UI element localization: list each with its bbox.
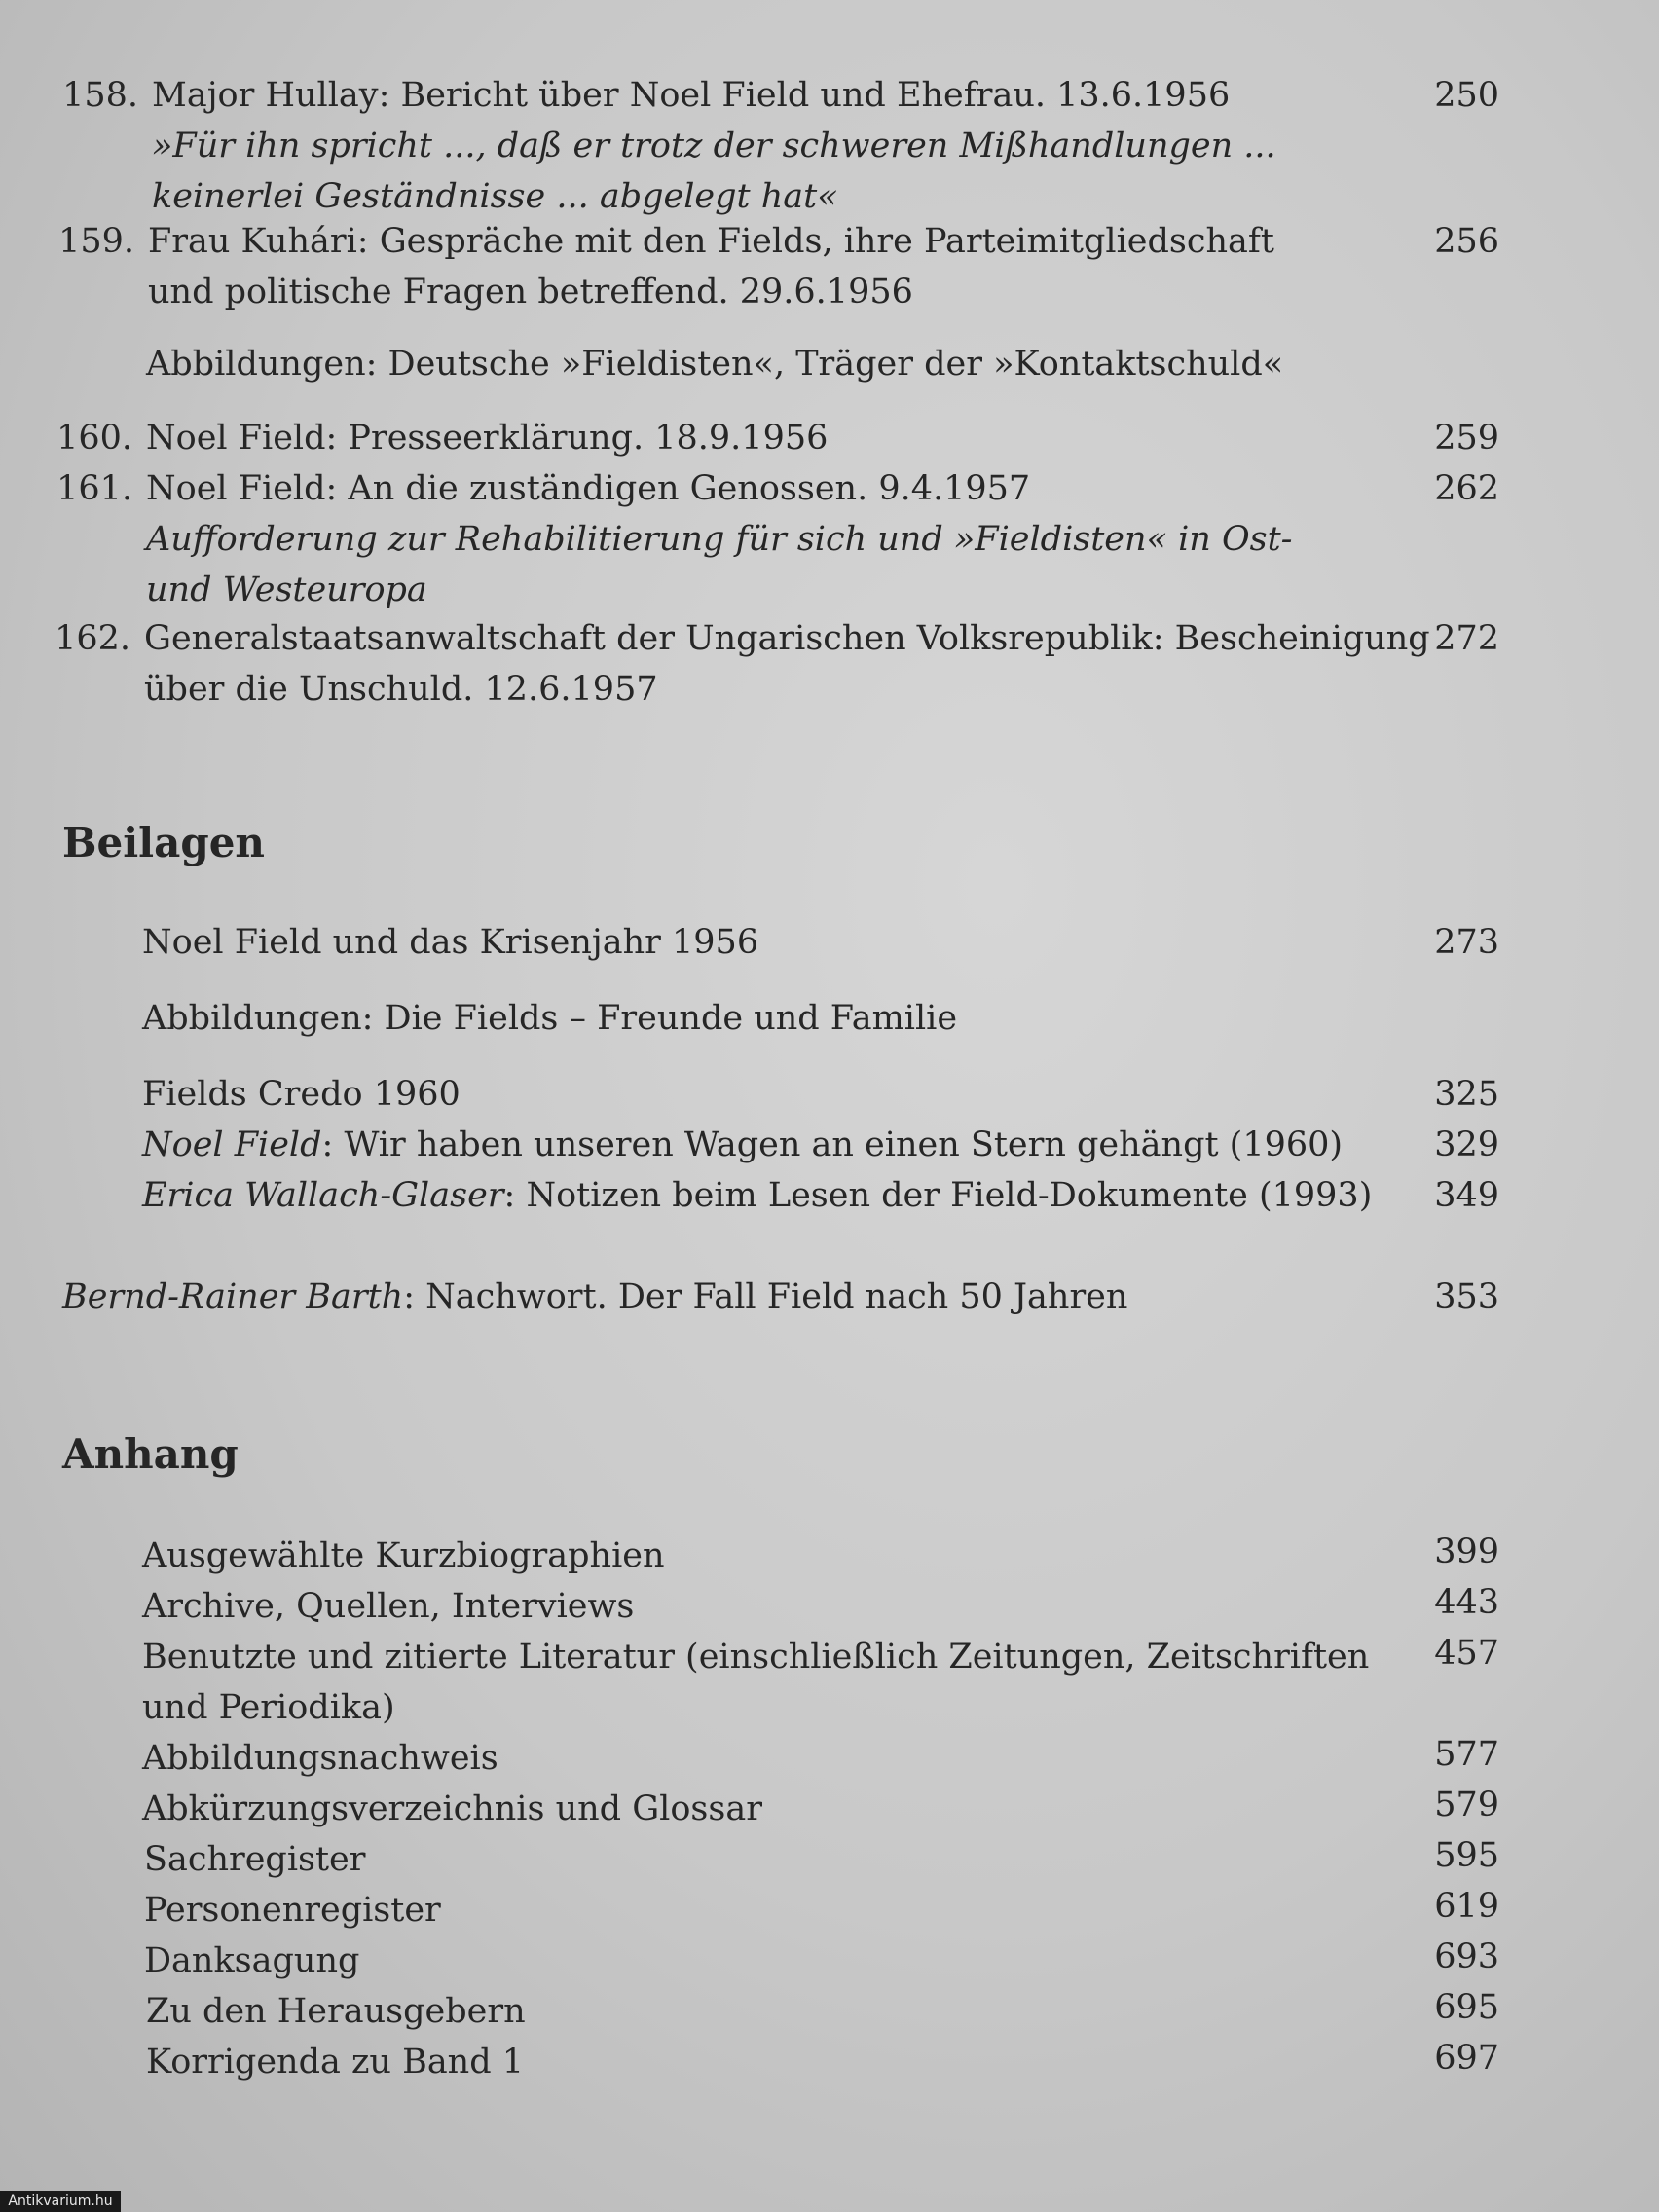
entry-title: Major Hullay: Bericht über Noel Field und Ehefrau. 13.6.1956: [152, 76, 1231, 115]
page-number: 457: [1434, 1634, 1499, 1673]
entry-subtitle: »Für ihn spricht ..., daß er trotz der schweren Mißhandlungen ...: [152, 127, 1276, 166]
section-heading-beilagen: Beilagen: [62, 819, 265, 866]
anhang-item: Zu den Herausgebern: [146, 1992, 526, 2031]
anhang-item: Korrigenda zu Band 1: [146, 2043, 525, 2082]
page-number: 695: [1434, 1988, 1499, 2027]
page-number: 577: [1434, 1735, 1499, 1774]
toc-entry-160: [146, 413, 828, 463]
entry-number: 161.: [56, 469, 132, 508]
entry-number: 160.: [56, 419, 132, 458]
entry-author: Bernd-Rainer Barth: [62, 1277, 404, 1316]
page-number: 353: [1434, 1277, 1499, 1316]
toc-entry-161: [146, 463, 1293, 615]
page-number: 693: [1434, 1937, 1499, 1976]
page-number: 697: [1434, 2039, 1499, 2078]
entry-number: 158.: [62, 76, 138, 115]
entry-title: : Nachwort. Der Fall Field nach 50 Jahren: [403, 1277, 1128, 1316]
entry-subtitle: keinerlei Geständnisse ... abgelegt hat«: [152, 177, 838, 216]
anhang-item: Personenregister: [144, 1891, 441, 1930]
watermark: Antikvarium.hu: [0, 2191, 121, 2212]
page-number: 250: [1434, 76, 1499, 115]
toc-entry-162: [144, 613, 1430, 715]
page-number: 259: [1434, 419, 1499, 458]
beilagen-item: [142, 1170, 1372, 1221]
page-number: 399: [1434, 1532, 1499, 1571]
anhang-item: Ausgewählte Kurzbiographien: [142, 1536, 665, 1575]
entry-title: : Wir haben unseren Wagen an einen Stern gehängt (1960): [321, 1125, 1344, 1164]
entry-title: Noel Field: An die zuständigen Genossen. 9.4.1957: [146, 469, 1031, 508]
anhang-item: [142, 1632, 1369, 1733]
section-heading-anhang: Anhang: [62, 1430, 239, 1478]
entry-title: Generalstaatsanwaltschaft der Ungarischen Volksrepublik: Bescheinigung: [144, 619, 1430, 658]
page-number: 325: [1434, 1075, 1499, 1114]
illustrations-line: Abbildungen: Die Fields – Freunde und Familie: [142, 999, 958, 1038]
beilagen-item: Noel Field und das Krisenjahr 1956: [142, 923, 759, 962]
entry-title: und Periodika): [142, 1688, 395, 1727]
entry-subtitle: Aufforderung zur Rehabilitierung für sich und »Fieldisten« in Ost-: [146, 520, 1293, 559]
entry-title: : Notizen beim Lesen der Field-Dokumente (1993): [503, 1176, 1373, 1215]
entry-title: Frau Kuhári: Gespräche mit den Fields, ihre Parteimitgliedschaft: [148, 222, 1274, 261]
entry-title: über die Unschuld. 12.6.1957: [144, 670, 658, 709]
page-number: 262: [1434, 469, 1499, 508]
anhang-item: Archive, Quellen, Interviews: [142, 1587, 635, 1626]
anhang-item: Sachregister: [144, 1840, 366, 1879]
nachwort-entry: [62, 1272, 1127, 1322]
entry-author: Noel Field: [142, 1125, 322, 1164]
beilagen-item: [142, 1120, 1343, 1170]
entry-number: 159.: [58, 222, 134, 261]
page-number: 349: [1434, 1176, 1499, 1215]
anhang-item: Abbildungsnachweis: [142, 1739, 498, 1778]
beilagen-item: Fields Credo 1960: [142, 1075, 461, 1114]
entry-number: 162.: [55, 619, 130, 658]
page-number: 329: [1434, 1125, 1499, 1164]
entry-title: Benutzte und zitierte Literatur (einschließlich Zeitungen, Zeitschriften: [142, 1638, 1370, 1677]
page-number: 595: [1434, 1836, 1499, 1875]
page-number: 443: [1434, 1583, 1499, 1622]
anhang-item: Danksagung: [144, 1941, 360, 1980]
toc-entry-158: [152, 70, 1276, 222]
entry-title: und politische Fragen betreffend. 29.6.1956: [148, 273, 913, 312]
page-number: 579: [1434, 1786, 1499, 1825]
toc-entry-159: [148, 216, 1274, 317]
illustrations-line: Abbildungen: Deutsche »Fieldisten«, Träger der »Kontaktschuld«: [146, 345, 1284, 384]
page-number: 272: [1434, 619, 1499, 658]
entry-subtitle: und Westeuropa: [146, 571, 427, 609]
page-number: 256: [1434, 222, 1499, 261]
entry-title: Noel Field: Presseerklärung. 18.9.1956: [146, 419, 829, 458]
page-number: 273: [1434, 923, 1499, 962]
anhang-item: Abkürzungsverzeichnis und Glossar: [142, 1789, 762, 1828]
entry-author: Erica Wallach-Glaser: [142, 1176, 504, 1215]
page-number: 619: [1434, 1887, 1499, 1926]
